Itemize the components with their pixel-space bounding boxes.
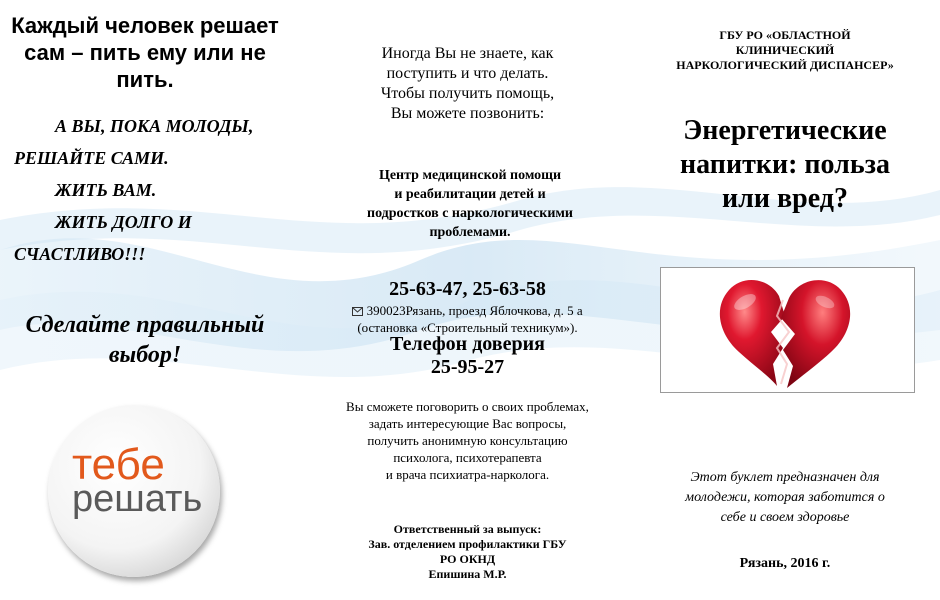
left-headline: Каждый человек решает сам – пить ему или не пить. [11,13,279,92]
hotline-number: 25-95-27 [430,356,505,378]
slogan-line-3: ЖИТЬ ВАМ. [55,180,157,200]
hotline-label: Телефон доверия [390,333,545,355]
slogan-line-4: ЖИТЬ ДОЛГО И [55,212,192,232]
center-name-line: и реабилитации детей и [394,187,546,202]
city-year: Рязань, 2016 г. [739,556,831,571]
broken-heart-icon [661,268,914,392]
address [315,302,620,336]
description-line: Вы сможете поговорить о своих проблемах, [346,399,589,414]
booklet-title [640,114,930,216]
left-panel [0,0,290,600]
responsible-line: Епишина М.Р. [428,567,507,581]
slogan-line-1: А ВЫ, ПОКА МОЛОДЫ, [55,116,254,136]
intro-line: Чтобы получить помощь, [380,85,555,102]
note-line: Этот буклет предназначен для [690,470,880,485]
center-name-line: проблемами. [429,225,511,240]
responsible-person [315,522,620,582]
note-line: молодежи, которая заботится о [685,490,885,505]
title-line: или вред? [722,183,848,214]
center-name [340,166,600,242]
responsible-line: Ответственный за выпуск: [393,522,542,536]
description-line: и врача психиатра-нарколога. [385,467,550,482]
phone-numbers: 25-63-47, 25-63-58 [389,278,546,300]
address-line-1: 390023Рязань, проезд Яблочкова, д. 5 а [366,303,583,318]
tebe-reshat-logo [48,405,220,577]
slogan-line-5: СЧАСТЛИВО!!! [14,244,146,264]
organization-line: ГБУ РО «ОБЛАСТНОЙ [719,28,851,42]
middle-panel [315,0,620,600]
responsible-line: РО ОКНД [439,552,496,566]
intro-line: поступить и что делать. [386,65,549,82]
logo-top-word: тебе [72,440,165,489]
description-line: задать интересующие Вас вопросы, [368,416,567,431]
title-line: Энергетические [683,115,887,146]
right-panel [630,0,940,600]
intro-line: Иногда Вы не знаете, как [381,45,554,62]
intro-text [315,44,620,124]
intro-line: Вы можете позвонить: [390,105,545,122]
organization-line: НАРКОЛОГИЧЕСКИЙ ДИСПАНСЕР» [676,58,894,72]
logo-bottom-word: решать [72,478,203,520]
responsible-line: Зав. отделением профилактики ГБУ [368,537,567,551]
organization-line: КЛИНИЧЕСКИЙ [735,43,835,57]
note-line: себе и своем здоровье [720,510,850,525]
description-line: психолога, психотерапевта [393,450,542,465]
slogan-line-2: РЕШАЙТЕ САМИ. [14,148,169,168]
booklet-note [655,468,915,528]
organization-name [640,28,930,73]
call-to-action: Сделайте правильный выбор! [25,312,265,368]
address-line-2: (остановка «Строительный техникум»). [357,320,578,335]
title-line: напитки: польза [680,149,890,180]
heart-image-frame [660,267,915,393]
center-name-line: Центр медицинской помощи [378,168,562,183]
services-description [315,398,620,483]
description-line: получить анонимную консультацию [367,433,568,448]
envelope-icon [352,307,363,316]
center-name-line: подростков с наркологическими [367,206,573,221]
